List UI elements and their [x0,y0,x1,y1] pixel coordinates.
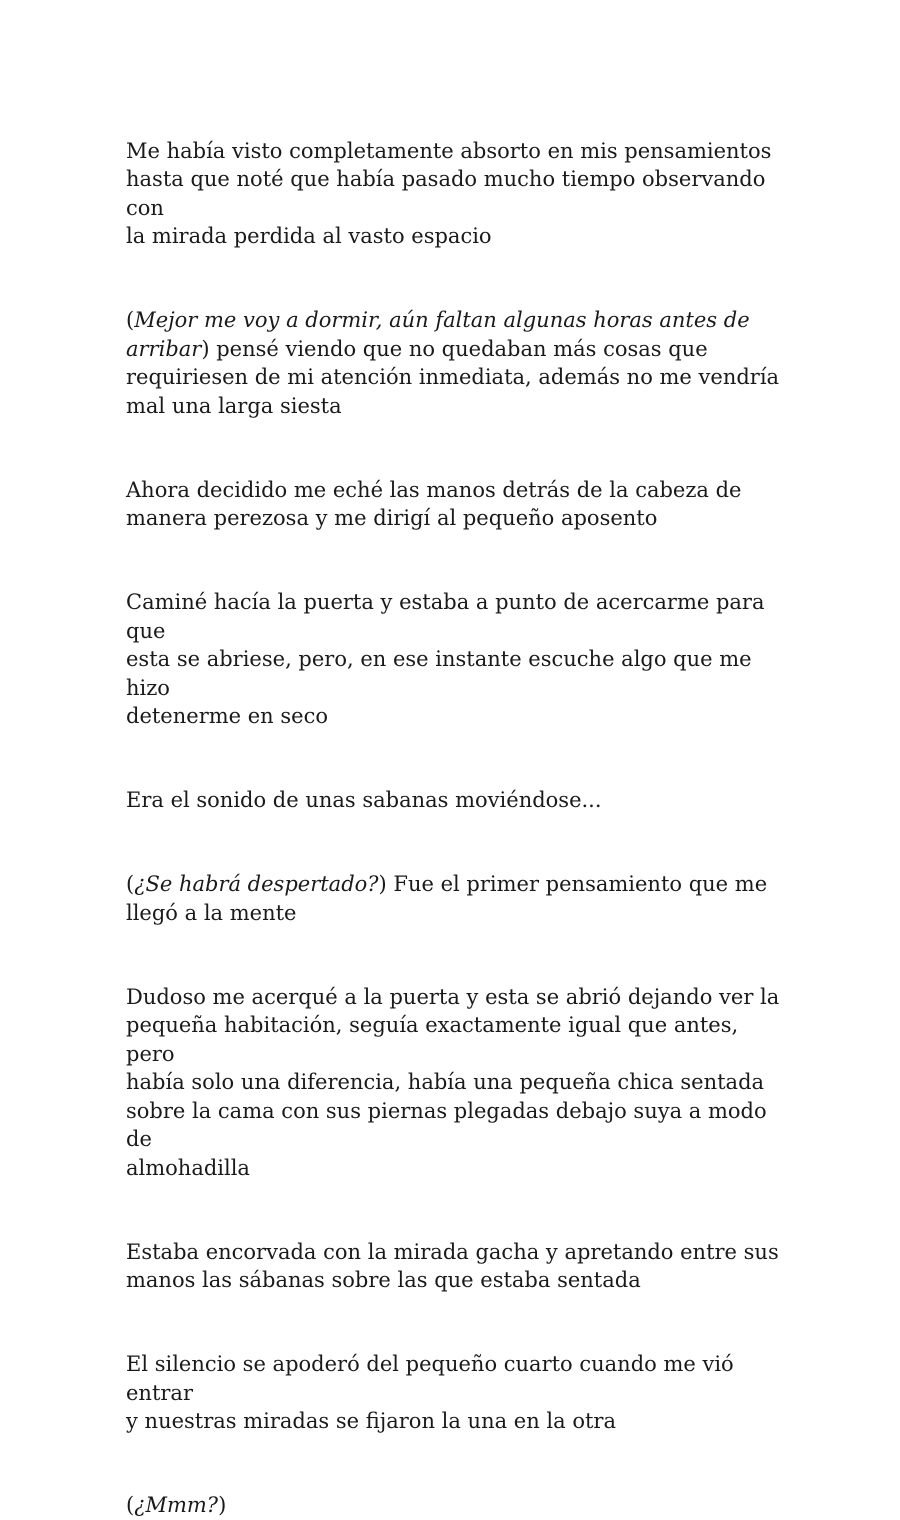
paragraph [126,1463,786,1520]
text-segment: Me había visto completamente absorto en mis pensamientos hasta que noté que había pasado mucho tiempo observando con la mirada perdida al vasto espacio [126,138,772,248]
text-segment: ( [126,308,135,332]
text-segment: El silencio se apoderó del pequeño cuarto cuando me vió entrar y nuestras miradas se fijaron la una en la otra [126,1352,734,1433]
text-segment: ) [218,1493,227,1517]
italic-thought: ¿Mmm? [134,1493,219,1517]
paragraph [126,447,786,533]
text-segment: Caminé hacía la puerta y estaba a punto de acercarme para que esta se abriese, pero, en ese instante escuche algo que me hizo detenerme en seco [126,590,765,728]
paragraph [126,278,786,421]
text-segment: ) Fue el primer pensamiento que me llegó a la mente [126,872,768,925]
italic-thought: ¿Se habrá despertado? [134,872,379,896]
text-segment: Ahora decidido me eché las manos detrás de la cabeza de manera perezosa y me dirigí al pequeño aposento [126,477,742,530]
paragraph [126,842,786,928]
italic-thought: Mejor me voy a dormir, aún faltan algunas horas antes de arribar [126,308,750,361]
paragraph [126,954,786,1182]
paragraph [126,1209,786,1295]
text-segment: Estaba encorvada con la mirada gacha y apretando entre sus manos las sábanas sobre las que estaba sentada [126,1239,779,1292]
text-segment: ( [126,872,135,896]
text-segment: ( [126,1493,135,1517]
text-segment: Dudoso me acerqué a la puerta y esta se abrió dejando ver la pequeña habitación, seguía exactamente igual que antes, pero había solo una diferencia, había una pequeña chica sentada sobre la cama con sus piernas plegadas debajo suya a modo de almohadilla [126,984,780,1180]
text-segment: Era el sonido de unas sabanas moviéndose... [126,788,602,812]
paragraph [126,108,786,251]
paragraph [126,1322,786,1436]
text-segment: ) pensé viendo que no quedaban más cosas que requiriesen de mi atención inmediata, además no me vendría mal una larga siesta [126,336,780,418]
paragraph [126,758,786,815]
paragraph [126,560,786,731]
text-body [126,108,786,1520]
